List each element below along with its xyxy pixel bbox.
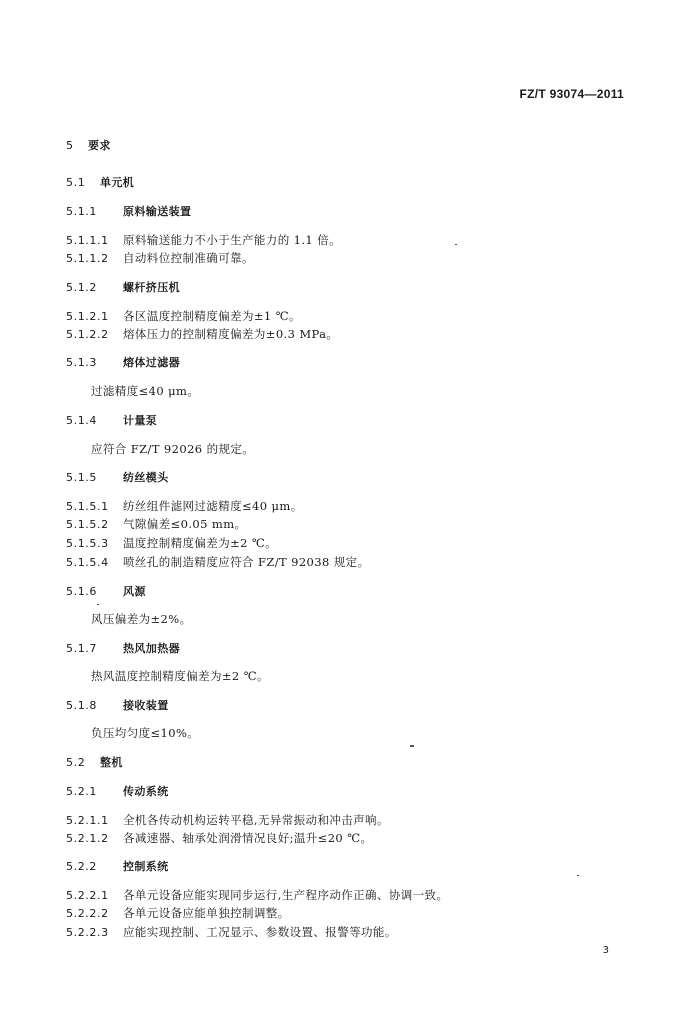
clause-number: 5.1.5.4: [66, 556, 109, 569]
clause-number: 5.2.2.1: [66, 889, 109, 902]
clause-number: 5.1.1.1: [66, 234, 109, 247]
clause-5-1-3-text: [66, 383, 199, 399]
clause-number: 5.1.7: [66, 642, 97, 655]
clause-5-1-8-text: [66, 725, 199, 741]
clause-title: 螺杆挤压机: [123, 281, 180, 294]
heading-5-1-5: [66, 469, 169, 486]
clause-number: 5.1.5.2: [66, 518, 109, 531]
clause-title: 计量泵: [123, 414, 158, 427]
heading-5-1-3: [66, 354, 180, 371]
clause-text: 各区温度控制精度偏差为±1 ℃。: [123, 309, 301, 323]
clause-number: 5.1.3: [66, 356, 97, 369]
clause-text: 应符合 FZ/T 92026 的规定。: [91, 442, 255, 456]
clause-5-1-2-1: [66, 308, 301, 325]
clause-number: 5.2.2.2: [66, 907, 109, 920]
clause-5-2-1-2: [66, 830, 372, 847]
clause-5-1-5-4: [66, 554, 369, 571]
heading-5-1-4: [66, 412, 157, 429]
clause-5-2-1-1: [66, 812, 389, 829]
clause-number: 5.2.1.2: [66, 832, 109, 845]
clause-text: 原料输送能力不小于生产能力的 1.1 倍。: [123, 233, 341, 247]
clause-5-1-1-1: [66, 232, 341, 249]
clause-5-1-2-2: [66, 326, 338, 343]
clause-5-1-6-text: [66, 611, 191, 627]
section-title: 要求: [88, 139, 111, 152]
clause-text: 应能实现控制、工况显示、参数设置、报警等功能。: [123, 925, 397, 939]
section-heading-5: [66, 137, 111, 154]
clause-number: 5.2.2: [66, 860, 97, 873]
clause-title: 热风加热器: [123, 642, 180, 655]
clause-title: 传动系统: [123, 785, 169, 798]
clause-title: 风源: [123, 585, 146, 598]
clause-title: 纺丝模头: [123, 471, 169, 484]
heading-5-1: [66, 174, 134, 191]
clause-5-1-5-1: [66, 498, 303, 515]
clause-text: 自动料位控制准确可靠。: [123, 251, 254, 265]
heading-5-1-8: [66, 697, 169, 714]
clause-number: 5.1.2: [66, 281, 97, 294]
clause-5-1-5-3: [66, 535, 277, 552]
clause-5-2-2-3: [66, 924, 397, 941]
clause-text: 各单元设备应能实现同步运行,生产程序动作正确、协调一致。: [123, 888, 449, 902]
heading-5-2-2: [66, 858, 169, 875]
clause-number: 5.2: [66, 756, 86, 769]
standard-code-header: FZ/T 93074—2011: [519, 87, 624, 101]
scan-speck: [97, 604, 99, 605]
clause-title: 接收装置: [123, 699, 169, 712]
clause-text: 过滤精度≤40 μm。: [91, 384, 200, 398]
clause-number: 5.1.5: [66, 471, 97, 484]
clause-5-1-5-2: [66, 516, 246, 533]
clause-number: 5.1.2.2: [66, 328, 109, 341]
clause-text: 喷丝孔的制造精度应符合 FZ/T 92038 规定。: [123, 555, 370, 569]
clause-text: 全机各传动机构运转平稳,无异常振动和冲击声响。: [123, 813, 389, 827]
heading-5-2-1: [66, 783, 169, 800]
clause-number: 5.1.5.3: [66, 537, 109, 550]
clause-text: 气隙偏差≤0.05 mm。: [123, 517, 247, 531]
section-number: 5: [66, 139, 74, 152]
clause-title: 整机: [100, 756, 123, 769]
clause-text: 热风温度控制精度偏差为±2 ℃。: [91, 669, 269, 683]
clause-text: 各单元设备应能单独控制调整。: [123, 906, 290, 920]
clause-text: 纺丝组件滤网过滤精度≤40 μm。: [123, 499, 303, 513]
clause-number: 5.2.1: [66, 785, 97, 798]
heading-5-1-7: [66, 640, 180, 657]
page-number: 3: [602, 945, 609, 956]
clause-number: 5.1.8: [66, 699, 97, 712]
clause-5-1-4-text: [66, 441, 254, 457]
clause-number: 5.1.4: [66, 414, 97, 427]
clause-text: 熔体压力的控制精度偏差为±0.3 MPa。: [123, 327, 339, 341]
clause-text: 各减速器、轴承处润滑情况良好;温升≤20 ℃。: [123, 831, 373, 845]
clause-5-1-1-2: [66, 250, 254, 267]
clause-text: 负压均匀度≤10%。: [91, 726, 200, 740]
clause-title: 原料输送装置: [123, 205, 192, 218]
scan-speck: [577, 875, 579, 876]
clause-number: 5.1.1: [66, 205, 97, 218]
clause-5-2-2-2: [66, 905, 290, 922]
clause-title: 熔体过滤器: [123, 356, 180, 369]
heading-5-1-2: [66, 279, 180, 296]
clause-5-2-2-1: [66, 887, 448, 904]
clause-number: 5.1: [66, 176, 86, 189]
clause-number: 5.1.5.1: [66, 500, 109, 513]
clause-number: 5.1.2.1: [66, 310, 109, 323]
clause-number: 5.1.6: [66, 585, 97, 598]
clause-text: 风压偏差为±2%。: [91, 612, 192, 626]
clause-text: 温度控制精度偏差为±2 ℃。: [123, 536, 278, 550]
heading-5-1-6: [66, 583, 146, 600]
heading-5-2: [66, 754, 123, 771]
clause-number: 5.2.1.1: [66, 814, 109, 827]
heading-5-1-1: [66, 203, 191, 220]
clause-5-1-7-text: [66, 668, 269, 684]
clause-title: 单元机: [100, 176, 135, 189]
scan-speck: [410, 745, 414, 747]
clause-number: 5.1.1.2: [66, 252, 109, 265]
scan-speck: [455, 244, 457, 245]
clause-number: 5.2.2.3: [66, 926, 109, 939]
clause-title: 控制系统: [123, 860, 169, 873]
